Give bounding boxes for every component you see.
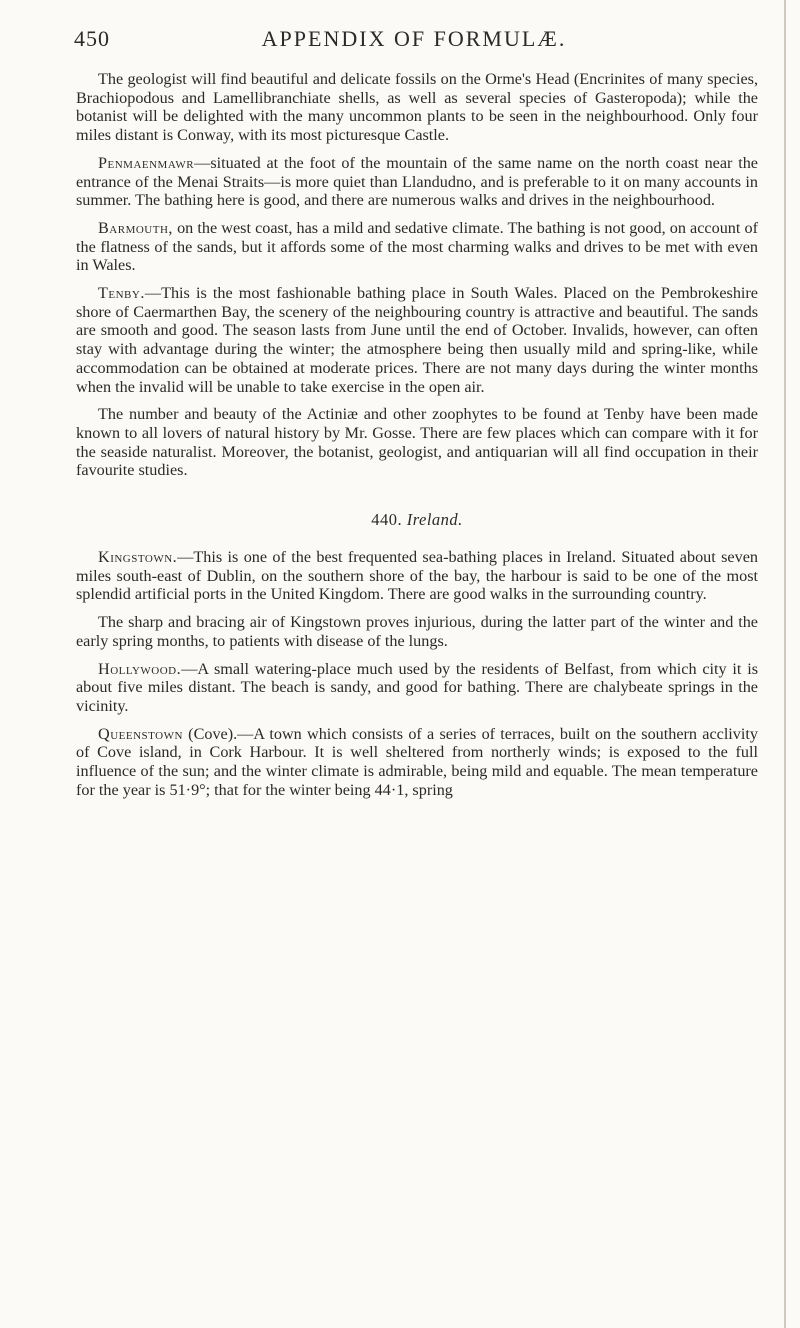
page-number: 450: [74, 26, 110, 51]
place-name-barmouth: Barmouth,: [98, 218, 173, 237]
page-edge-line: [784, 0, 786, 1328]
place-name-queenstown: Queenstown: [98, 724, 183, 743]
place-name-kingstown: Kingstown.: [98, 548, 178, 567]
paragraph-hollywood: [76, 660, 758, 716]
paragraph-kingstown: [76, 548, 758, 604]
running-head: [74, 26, 754, 54]
paragraph-orme-fossils: [76, 70, 758, 145]
section-heading-ireland: [76, 510, 758, 530]
section-number: 440.: [371, 510, 403, 530]
body-text: [76, 70, 758, 809]
paragraph-text: on the west coast, has a mild and sedative climate. The bathing is not good, on account of the flatness of the sands, but it affords some of the most charming walks and drives to be met with even in Wales.: [76, 218, 758, 275]
place-name-penmaenmawr: Penmaenmawr: [98, 153, 195, 172]
paragraph-text: —This is one of the best frequented sea-bathing places in Ireland. Situated about seven miles south-east of Dublin, on the southern shore of the bay, the harbour is said to be one of the most splendid artificial ports in the United Kingdom. There are good walks in the surrounding country.: [76, 548, 758, 604]
place-name-hollywood: Hollywood.: [98, 659, 182, 678]
paragraph-text: —A small watering-place much used by the residents of Belfast, from which city it is about five miles distant. The beach is sandy, and good for bathing. There are chalybeate springs in the vicinity.: [76, 659, 758, 715]
paragraph-text: —This is the most fashionable bathing place in South Wales. Placed on the Pembrokeshire shore of Caermarthen Bay, the scenery of the neighbouring country is attractive and beautiful. The sands are smooth and good. The season lasts from June until the end of October. Invalids, however, can often stay with advantage during the winter; the atmosphere being then usually mild and spring-like, while accommodation can be obtained at moderate prices. There are not many days during the winter months when the invalid will be unable to take exercise in the open air.: [76, 284, 758, 396]
header-title: APPENDIX OF FORMULÆ.: [261, 26, 567, 51]
paragraph-text: The geologist will find beautiful and delicate fossils on the Orme's Head (Encrinites of many species, Brachiopodous and Lamellibranchiate shells, as well as several species of Gasteropoda); while the botanist will be delighted with the many uncommon plants to be seen in the neighbourhood. Only four miles distant is Conway, with its most picturesque Castle.: [76, 70, 758, 145]
paragraph-barmouth: [76, 219, 758, 275]
paragraph-queenstown: [76, 725, 758, 800]
paragraph-penmaenmawr: [76, 154, 758, 210]
paragraph-tenby-naturalist: [76, 405, 758, 480]
paragraph-text: (Cove).—A town which consists of a series of terraces, built on the southern acclivity of Cove island, in Cork Harbour. It is well sheltered from northerly winds; is exposed to the full influence of the sun; and the winter climate is admirable, being mild and equable. The mean temperature for the year is 51·9°; that for the winter being 44·1, spring: [76, 724, 758, 799]
paragraph-text: —situated at the foot of the mountain of the same name on the north coast near the entrance of the Menai Straits—is more quiet than Llandudno, and is preferable to it on many accounts in summer. The bathing here is good, and there are numerous walks and drives in the neighbourhood.: [76, 153, 758, 210]
paragraph-kingstown-air: [76, 613, 758, 650]
paragraph-text: The sharp and bracing air of Kingstown proves injurious, during the latter part of the winter and the early spring months, to patients with disease of the lungs.: [76, 613, 758, 650]
paragraph-tenby: [76, 284, 758, 396]
section-title: Ireland.: [406, 510, 463, 530]
place-name-tenby: Tenby.: [98, 284, 145, 303]
paragraph-text: The number and beauty of the Actiniæ and other zoophytes to be found at Tenby have been made known to all lovers of natural history by Mr. Gosse. There are few places which can compare with it for the seaside naturalist. Moreover, the botanist, geologist, and antiquarian will all find occupation in their favourite studies.: [76, 405, 758, 480]
